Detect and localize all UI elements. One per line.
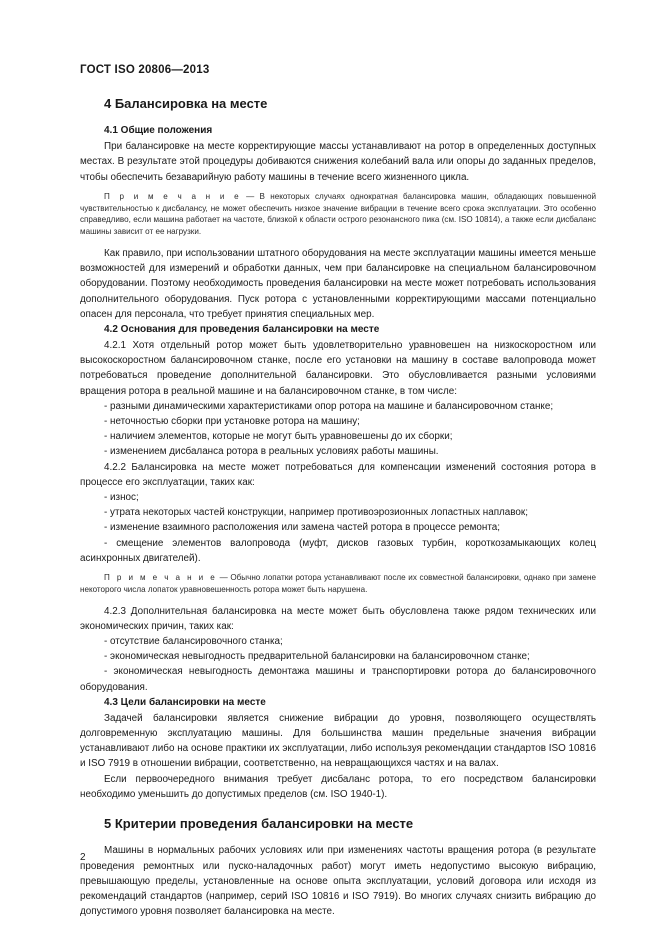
list-item: - неточностью сборки при установке ротора на машину; — [104, 416, 360, 428]
paragraph: При балансировке на месте корректирующие массы устанавливают на ротор в определенных доступных местах. В результате этой процедуры добиваются снижения колебаний вала или опоры до заданных пределов, чтобы обеспечить безаварийную работу машины в течение всего жизненного цикла. — [80, 141, 596, 183]
note-text: — В некоторых случаях однократная балансировка машин, обладающих повышенной чувствительностью к дисбалансу, не может обеспечить низкое значение вибрации в течение всего срока эксплуатации. Это особенно справедливо, если машина работает на частоте, близкой к области острого резонансного пика (см. ISO 10814), а также если дисбаланс машины зависит от ее нагрузки. — [80, 191, 596, 237]
section-4-title: 4 Балансировка на месте — [104, 96, 268, 111]
paragraph: Как правило, при использовании штатного оборудования на месте эксплуатации машины имеется меньше возможностей для измерений и обработки данных, чем при балансировке на специальном балансировочном оборудовании. Поэтому необходимость проведения балансировки на месте может потребовать использования дополнительного оборудования. Пуск ротора с установленными корректирующими массами потенциально опасен для персонала, что требует принятия специальных мер. — [80, 248, 596, 320]
page-number: 2 — [80, 852, 86, 863]
note-text: — Обычно лопатки ротора устанавливают после их совместной балансировки, однако при замене некоторого числа лопаток уравновешенность ротора может быть нарушена. — [80, 573, 596, 594]
list-item: - экономическая невыгодность предварительной балансировки на балансировочном станке; — [104, 651, 530, 663]
list-item: - экономическая невыгодность демонтажа машины и транспортировки ротора до балансировочного оборудования. — [80, 666, 596, 693]
paragraph-4-2-2: 4.2.2 Балансировка на месте может потребоваться для компенсации изменений состояния ротора в процессе его эксплуатации, таких как: — [80, 461, 596, 488]
paragraph: Если первоочередного внимания требует дисбаланс ротора, то его посредством балансировки необходимо уменьшить до допустимых пределов (см. ISO 1940-1). — [80, 773, 596, 800]
page-content — [80, 90, 596, 919]
list-item: - смещение элементов валопровода (муфт, дисков газовых турбин, короткозамыкающих колец асинхронных двигателей). — [80, 537, 596, 564]
note — [80, 572, 596, 596]
list-item: - наличием элементов, которые не могут быть уравновешены до их сборки; — [104, 431, 453, 443]
subsection-4-2-title: 4.2 Основания для проведения балансировки на месте — [104, 324, 380, 336]
paragraph-4-2-1: 4.2.1 Хотя отдельный ротор может быть удовлетворительно уравновешен на низкоскоростном или высокоскоростном балансировочном станке, после его установки на машину в составе валопровода может потребоваться проведение дополнительной балансировки. Это обусловливается разными условиями вращения ротора в реальной машине и на балансировочном станке, в том числе: — [80, 340, 596, 397]
paragraph-4-2-3: 4.2.3 Дополнительная балансировка на месте может быть обусловлена также рядом технических или экономических причин, таких как: — [80, 605, 596, 632]
note — [80, 191, 596, 238]
note-label: П р и м е ч а н и е — [104, 191, 241, 201]
paragraph: Машины в нормальных рабочих условиях или при изменениях частоты вращения ротора (в результате проведения ремонтных или пуско-наладочных работ) могут иметь недопустимо высокую вибрацию, превышающую пределы, установленные на основе опыта эксплуатации, условий договора или исходя из рекомендаций стандартов (например, серий ISO 10816 и ISO 7919). Во многих случаях снизить вибрацию до допустимого уровня позволяет балансировка на месте. — [80, 845, 596, 918]
section-5-title: 5 Критерии проведения балансировки на месте — [104, 816, 414, 832]
list-item: - изменение взаимного расположения или замена частей ротора в процессе ремонта; — [104, 522, 500, 534]
note-label: П р и м е ч а н и е — [104, 573, 217, 583]
standard-header: ГОСТ ISO 20806—2013 — [80, 64, 210, 76]
subsection-4-3-title: 4.3 Цели балансировки на месте — [104, 696, 266, 708]
paragraph: Задачей балансировки является снижение вибрации до уровня, позволяющего осуществлять долговременную эксплуатацию машины. Для большинства машин предельные значения вибрации устанавливают либо на основе практики их эксплуатации, либо используя рекомендации стандартов ISO 10816 и ISO 7919 в отношении вибрации, соответственно, на невращающихся частях и на валах. — [80, 712, 596, 770]
list-item: - утрата некоторых частей конструкции, например противоэрозионных лопастных наплавок; — [104, 507, 528, 519]
list-item: - разными динамическими характеристиками опор ротора на машине и балансировочном станке; — [104, 400, 554, 412]
list-item: - изменением дисбаланса ротора в реальных условиях работы машины. — [104, 446, 439, 458]
subsection-4-1-title: 4.1 Общие положения — [104, 125, 213, 137]
list-item: - износ; — [104, 492, 139, 504]
list-item: - отсутствие балансировочного станка; — [104, 636, 283, 648]
